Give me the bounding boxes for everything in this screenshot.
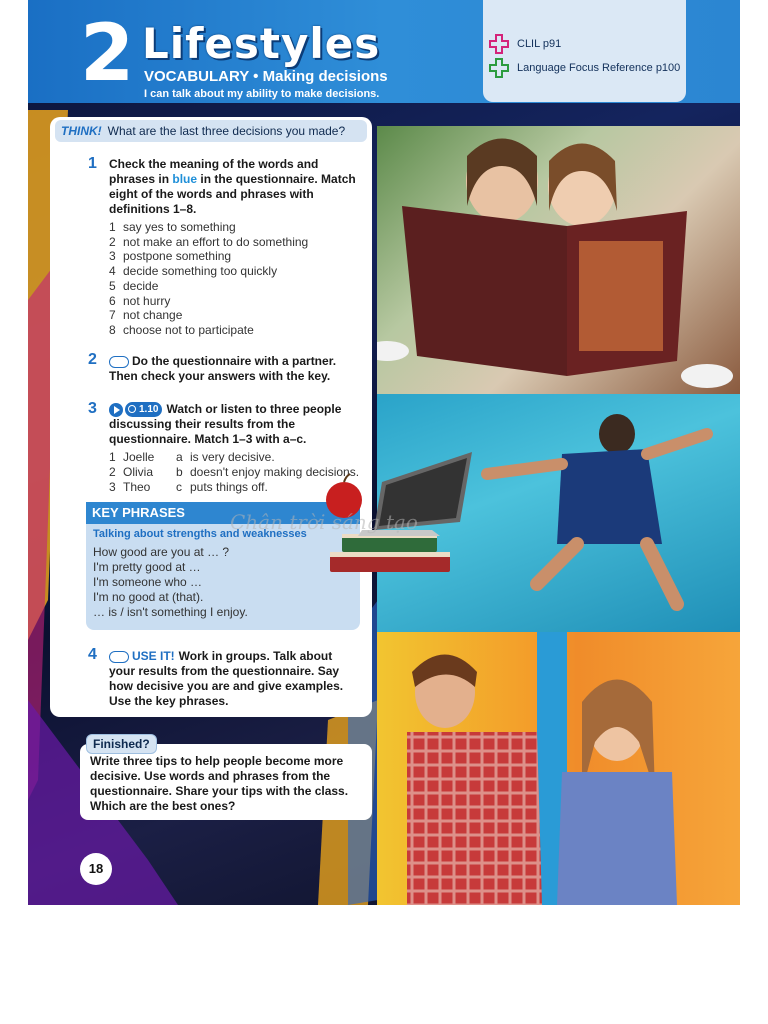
teens-illustration [377,632,740,905]
definitions-list [109,220,308,338]
key-phrases-title: KEY PHRASES [92,505,185,520]
item-number: 4 [109,264,116,279]
item-number: 5 [109,278,116,293]
list-item [109,220,308,235]
exercise-2-number: 2 [88,351,97,368]
exercise-4-text: Work in groups. Talk about your results from the questionnaire. Say how decisive you are and give examples. Use the key phrases. [109,649,344,708]
exercise-3-instructions [109,402,361,447]
item-number: 8 [109,322,116,337]
key-phrases-list [93,545,248,620]
speech-bubble-icon [109,356,129,368]
exercise-1-number: 1 [88,155,97,172]
speech-bubble-icon [109,651,129,663]
exercise-2-text: Do the questionnaire with a partner. Then check your answers with the key. [109,354,337,383]
exercise-1-text: Check the meaning of the words and phrases in [109,157,319,186]
item-number: 2 [109,465,116,479]
list-item [109,323,308,338]
photo-girls-with-menu [377,126,740,394]
pink-cross-icon [489,34,509,54]
phrase-item: I'm no good at (that). [93,590,204,604]
think-question: What are the last three decisions you made? [107,124,346,138]
exercise-1-text: in the questionnaire. Match eight of the words and phrases with definitions 1–8. [109,172,356,216]
phrase-item: How good are you at … ? [93,545,230,559]
phrase-item: I'm someone who … [93,575,203,589]
use-it-label: USE IT! [132,649,175,663]
finished-text: Write three tips to help people become more decisive. Use words and phrases from the questionnaire. Share your tips with the class. Which are the best ones? [90,754,349,813]
exercise-2-instructions [109,354,361,384]
key-phrases-subtitle: Talking about strengths and weaknesses [93,528,307,540]
item-letter: c [176,480,182,494]
item-text: decide [123,278,159,293]
photo-teens-with-phones [377,632,740,905]
list-item [109,279,308,294]
reference-clil[interactable] [489,34,561,54]
person-name: Olivia [123,465,154,479]
list-item [109,249,308,264]
exercise-3-number: 3 [88,400,97,417]
finished-label: Finished? [86,734,157,754]
reference-box [483,0,686,102]
item-text: say yes to something [123,220,236,234]
item-text: puts things off. [190,480,268,494]
list-item [109,235,308,250]
item-number: 2 [109,234,116,249]
reference-label: CLIL p91 [517,38,562,50]
item-number: 6 [109,293,116,308]
page-number: 18 [80,853,112,885]
item-text: postpone something [123,249,232,264]
exercise-4-number: 4 [88,646,97,663]
item-text: not hurry [123,293,171,308]
item-text: doesn't enjoy making decisions. [190,465,360,479]
list-item [109,264,308,279]
section-heading [144,68,388,85]
item-number: 3 [109,480,116,494]
green-cross-icon [489,58,509,78]
item-text: not make an effort to do something [123,234,309,249]
item-text: not change [123,308,183,323]
person-name: Joelle [123,450,155,464]
item-number: 1 [109,220,116,234]
exercise-1-instructions [109,157,361,217]
chapter-header [28,0,740,103]
phrase-item: … is / isn't something I enjoy. [93,605,248,619]
item-text: is very decisive. [190,450,275,464]
reference-label: Language Focus Reference p100 [517,62,681,74]
item-letter: b [176,465,183,479]
item-number: 7 [109,308,116,323]
think-box [55,120,367,142]
item-text: choose not to participate [123,322,254,337]
item-letter: a [176,450,183,464]
exercise-3-text: Watch or listen to three people discussing their results from the questionnaire. Match 1–3 with a–c. [109,402,342,447]
learning-objective: I can talk about my ability to make decisions. [144,88,380,100]
publisher-watermark: Chân trời sáng tạo [230,510,418,534]
list-item [109,294,308,309]
reference-language-focus[interactable] [489,58,680,78]
menu-illustration [377,126,740,394]
item-number: 3 [109,249,116,264]
chapter-title: Lifestyles [142,19,381,68]
blue-keyword: blue [172,172,198,186]
section-topic: Making decisions [262,68,388,85]
chapter-number: 2 [80,9,135,99]
phrase-item: I'm pretty good at … [93,560,201,574]
exercise-4-instructions [109,649,361,709]
person-name: Theo [123,480,151,494]
item-number: 1 [109,450,116,464]
audio-track-badge[interactable]: 1.10 [125,402,162,417]
video-play-icon[interactable] [109,403,123,417]
item-text: decide something too quickly [123,264,278,279]
section-label: VOCABULARY [144,68,250,85]
think-label: THINK! [61,124,102,138]
section-separator: • [249,68,263,85]
list-item [109,308,308,323]
